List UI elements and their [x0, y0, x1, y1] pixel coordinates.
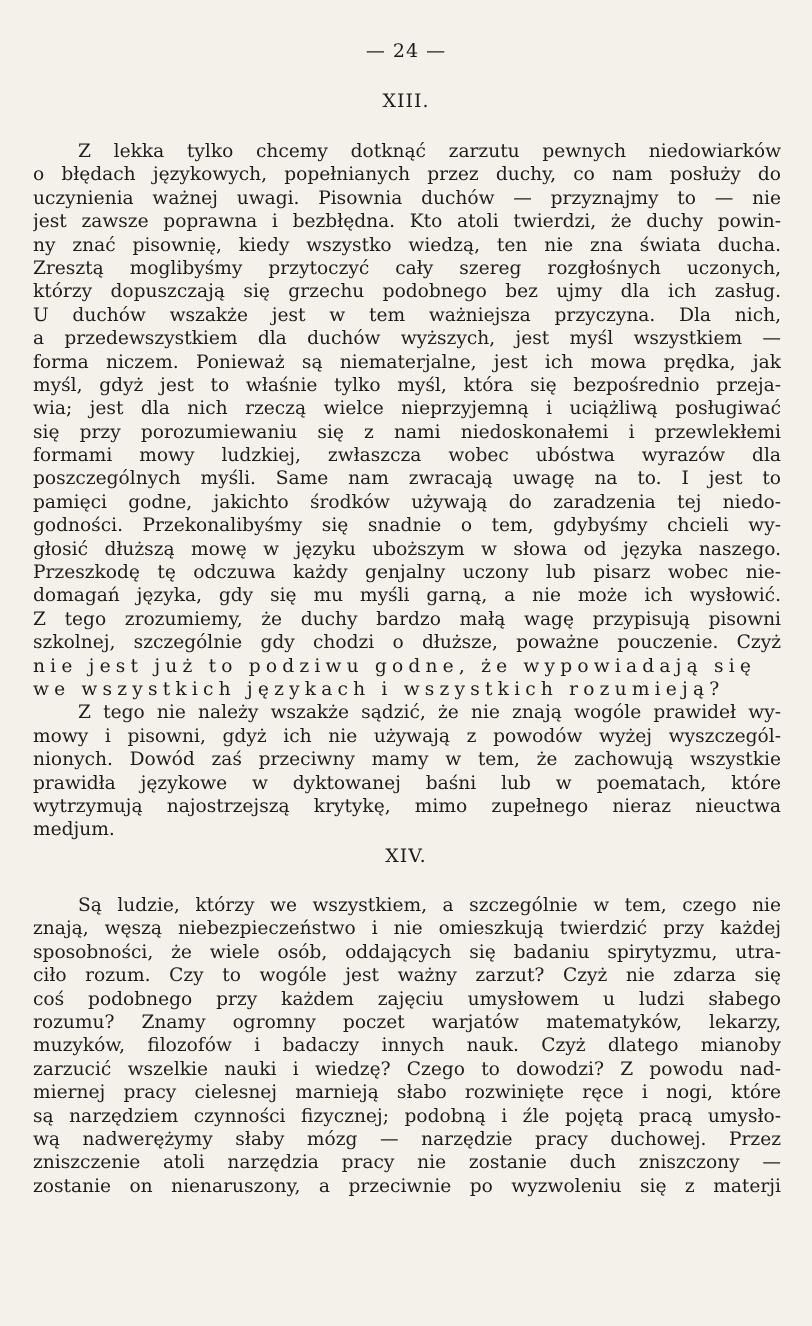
- text-line: zarzucić wszelkie nauki i wiedzę? Czego to dowodzi? Z powodu nad-: [33, 1058, 781, 1080]
- text-line: głosić dłuższą mowę w języku uboższym w słowa od języka naszego.: [33, 538, 781, 560]
- text-line: Są ludzie, którzy we wszystkiem, a szczególnie w tem, czego nie: [78, 895, 781, 916]
- page-number: — 24 —: [365, 40, 447, 62]
- text-line: miernej pracy cielesnej marnieją słabo rozwinięte ręce i nogi, które: [33, 1082, 781, 1104]
- text-line: medjum.: [33, 819, 115, 841]
- text-line: szkolnej, szczególnie gdy chodzi o dłuższe, poważne pouczenie. Czyż: [33, 632, 781, 654]
- text-line: pamięci godne, jakichto środków używają do zaradzenia tej niedo-: [33, 491, 781, 513]
- section-body-xiii: [33, 140, 781, 842]
- text-line: godności. Przekonalibyśmy się snadnie o tem, gdybyśmy chcieli wy-: [33, 515, 781, 537]
- text-line: a przedewszystkiem dla duchów wyższych, jest myśl wszystkiem —: [33, 328, 781, 350]
- text-line: wytrzymują najostrzejszą krytykę, mimo zupełnego nieraz nieuctwa: [33, 795, 781, 817]
- text-line: formami mowy ludzkiej, zwłaszcza wobec ubóstwa wyrazów dla: [33, 445, 781, 467]
- text-line: muzyków, filozofów i badaczy innych nauk. Czyż dlatego mianoby: [33, 1035, 781, 1057]
- text-line: poszczególnych myśli. Same nam zwracają uwagę na to. I jest to: [33, 468, 781, 490]
- text-line: uczynienia ważnej uwagi. Pisownia duchów — przyznajmy to — nie: [33, 187, 781, 209]
- text-line: którzy dopuszczają się grzechu podobnego bez ujmy dla ich zasług.: [33, 281, 781, 303]
- text-line: U duchów wszakże jest w tem ważniejsza przyczyna. Dla nich,: [33, 304, 781, 326]
- text-line: Z tego nie należy wszakże sądzić, że nie znają wogóle prawideł wy-: [78, 702, 781, 724]
- text-line: coś podobnego przy każdem zajęciu umysłowem u ludzi słabego: [33, 988, 781, 1010]
- text-line: jest zawsze poprawna i bezbłędna. Kto atoli twierdzi, że duchy powin-: [33, 211, 781, 233]
- text-line: są narzędziem czynności fizycznej; podobną i źle pojętą pracą umysło-: [33, 1105, 781, 1127]
- section-heading-xiv: XIV.: [385, 845, 427, 867]
- section-heading-xiii: XIII.: [382, 90, 430, 112]
- text-line: nie jest już to podziwu godne, że wypowiadają się: [33, 655, 757, 677]
- text-line: o błędach językowych, popełnianych przez duchy, co nam posłuży do: [33, 164, 781, 186]
- text-line: rozumu? Znamy ogromny poczet warjatów matematyków, lekarzy,: [33, 1011, 781, 1033]
- text-line: Z tego zrozumiemy, że duchy bardzo małą wagę przypisują pisowni: [33, 608, 781, 630]
- text-line: we wszystkich językach i wszystkich rozumieją?: [33, 678, 725, 700]
- text-line: znają, węszą niebezpieczeństwo i nie omieszkują twierdzić przy każdej: [33, 918, 781, 940]
- text-line: ny znać pisownię, kiedy wszystko wiedzą, ten nie zna świata ducha.: [33, 234, 781, 256]
- text-line: Przeszkodę tę odczuwa każdy genjalny uczony lub pisarz wobec nie-: [33, 562, 781, 584]
- text-line: wą nadwerężymy słaby mózg — narzędzie pracy duchowej. Przez: [33, 1128, 781, 1150]
- text-line: Z lekka tylko chcemy dotknąć zarzutu pewnych niedowiarków: [78, 141, 781, 162]
- text-line: zostanie on nienaruszony, a przeciwnie po wyzwoleniu się z materji: [33, 1175, 781, 1197]
- text-line: mowy i pisowni, gdyż ich nie używają z powodów wyżej wyszczegól-: [33, 725, 781, 747]
- section-body-xiv: [33, 894, 781, 1198]
- text-line: wia; jest dla nich rzeczą wielce nieprzyjemną i uciążliwą posługiwać: [33, 398, 781, 420]
- text-line: prawidła językowe w dyktowanej baśni lub w poematach, które: [33, 772, 781, 794]
- text-line: myśl, gdyż jest to właśnie tylko myśl, która się bezpośrednio przeja-: [33, 374, 781, 396]
- text-line: Zresztą moglibyśmy przytoczyć cały szereg rozgłośnych uczonych,: [33, 257, 781, 279]
- text-line: zniszczenie atoli narzędzia pracy nie zostanie duch zniszczony —: [33, 1152, 781, 1174]
- text-line: się przy porozumiewaniu się z nami niedoskonałemi i przewlekłemi: [33, 421, 781, 443]
- text-line: nionych. Dowód zaś przeciwny mamy w tem, że zachowują wszystkie: [33, 749, 781, 771]
- text-line: sposobności, że wiele osób, oddających się badaniu spirytyzmu, utra-: [33, 941, 781, 963]
- text-line: ciło rozum. Czy to wogóle jest ważny zarzut? Czyż nie zdarza się: [33, 965, 781, 987]
- text-line: forma niczem. Ponieważ są niematerjalne, jest ich mowa prędka, jak: [33, 351, 781, 373]
- text-line: domagań języka, gdy się mu myśli garną, a nie może ich wysłowić.: [33, 585, 781, 607]
